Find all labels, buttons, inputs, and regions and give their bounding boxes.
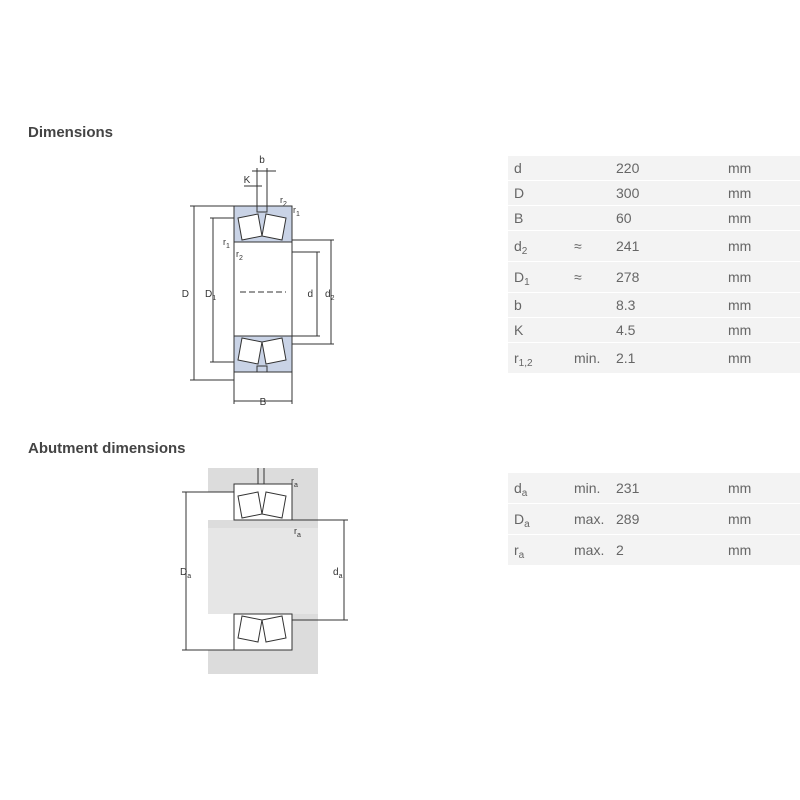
abutment-heading: Abutment dimensions	[28, 440, 186, 457]
unit: mm	[728, 238, 752, 254]
qualifier-cell	[574, 343, 616, 374]
label-ra-top: $r_a$	[291, 476, 298, 489]
qualifier-cell	[574, 318, 616, 343]
table-row	[508, 206, 800, 231]
unit-cell	[728, 535, 800, 566]
value: 278	[616, 269, 640, 285]
value: 2.1	[616, 350, 636, 366]
symbol: d	[514, 160, 522, 176]
table-row	[508, 262, 800, 293]
unit-cell	[728, 504, 800, 535]
qualifier-cell	[574, 231, 616, 262]
abutment-table	[508, 473, 800, 566]
label-r2-left: $r_2$	[236, 249, 243, 262]
label-K: K	[243, 175, 251, 186]
label-D1: $D_1$	[205, 289, 217, 302]
label-B: B	[259, 397, 267, 408]
qualifier-cell	[574, 293, 616, 318]
qualifier-cell	[574, 535, 616, 566]
value-cell	[616, 293, 728, 318]
table-row	[508, 318, 800, 343]
table-row	[508, 156, 800, 181]
value: 60	[616, 210, 632, 226]
unit-cell	[728, 318, 800, 343]
qualifier-cell	[574, 262, 616, 293]
symbol-cell	[508, 535, 574, 566]
unit: mm	[728, 160, 752, 176]
qualifier: max.	[574, 542, 605, 558]
qualifier: max.	[574, 511, 605, 527]
abutment-drawing	[175, 465, 350, 680]
value-cell	[616, 473, 728, 504]
value-cell	[616, 343, 728, 374]
symbol-subscript: 1	[524, 277, 530, 288]
unit: mm	[728, 511, 752, 527]
value-cell	[616, 181, 728, 206]
label-d2: $d_2$	[325, 289, 335, 302]
value-cell	[616, 504, 728, 535]
label-Da: $D_a$	[180, 567, 192, 580]
unit: mm	[728, 542, 752, 558]
symbol-cell	[508, 343, 574, 374]
unit-cell	[728, 343, 800, 374]
symbol-cell	[508, 181, 574, 206]
label-D: D	[181, 289, 189, 300]
value: 300	[616, 185, 640, 201]
unit-cell	[728, 156, 800, 181]
symbol: B	[514, 210, 524, 226]
dimensions-heading: Dimensions	[28, 124, 114, 141]
symbol: r	[514, 542, 519, 558]
symbol-subscript: a	[521, 488, 528, 499]
table-row	[508, 293, 800, 318]
unit-cell	[728, 293, 800, 318]
symbol: D	[514, 511, 525, 527]
unit: mm	[728, 322, 752, 338]
symbol-subscript: a	[518, 550, 525, 561]
unit-cell	[728, 262, 800, 293]
value: 4.5	[616, 322, 636, 338]
value-cell	[616, 318, 728, 343]
label-r1-left: $r_1$	[223, 237, 230, 250]
value-cell	[616, 231, 728, 262]
symbol: D	[514, 269, 525, 285]
symbol: d	[514, 238, 522, 254]
dimensions-table	[508, 156, 800, 374]
symbol-subscript: 1,2	[518, 358, 533, 369]
qualifier-cell	[574, 156, 616, 181]
symbol: D	[514, 185, 525, 201]
label-b: b	[259, 155, 265, 166]
table-row	[508, 343, 800, 374]
table-row	[508, 473, 800, 504]
unit: mm	[728, 185, 752, 201]
unit: mm	[728, 297, 752, 313]
value: 231	[616, 480, 640, 496]
symbol: b	[514, 297, 522, 313]
symbol-cell	[508, 156, 574, 181]
qualifier-cell	[574, 181, 616, 206]
label-ra-mid: $r_a$	[294, 526, 301, 539]
table-row	[508, 535, 800, 566]
table-row	[508, 181, 800, 206]
bearing-dimensions-drawing	[180, 150, 350, 410]
symbol: d	[514, 480, 522, 496]
qualifier: min.	[574, 480, 601, 496]
value-cell	[616, 262, 728, 293]
value-cell	[616, 156, 728, 181]
symbol-subscript: 2	[521, 246, 528, 257]
symbol-cell	[508, 318, 574, 343]
value: 220	[616, 160, 640, 176]
unit-cell	[728, 206, 800, 231]
value-cell	[616, 206, 728, 231]
symbol: K	[514, 322, 524, 338]
label-da: $d_a$	[333, 567, 343, 580]
table-row	[508, 231, 800, 262]
symbol-cell	[508, 293, 574, 318]
unit-cell	[728, 181, 800, 206]
label-d: d	[307, 289, 313, 300]
qualifier: ≈	[574, 238, 582, 254]
unit: mm	[728, 350, 752, 366]
symbol-cell	[508, 262, 574, 293]
qualifier: ≈	[574, 269, 582, 285]
qualifier: min.	[574, 350, 601, 366]
symbol-subscript: a	[524, 519, 530, 530]
symbol: r	[514, 350, 519, 366]
value: 2	[616, 542, 624, 558]
qualifier-cell	[574, 206, 616, 231]
unit: mm	[728, 210, 752, 226]
value: 289	[616, 511, 640, 527]
symbol-cell	[508, 504, 574, 535]
label-r2-top: $r_2$	[280, 195, 287, 208]
label-r1-top: $r_1$	[293, 205, 300, 218]
qualifier-cell	[574, 473, 616, 504]
symbol-cell	[508, 206, 574, 231]
value-cell	[616, 535, 728, 566]
symbol-cell	[508, 473, 574, 504]
unit: mm	[728, 480, 752, 496]
symbol-cell	[508, 231, 574, 262]
unit: mm	[728, 269, 752, 285]
unit-cell	[728, 473, 800, 504]
value: 8.3	[616, 297, 636, 313]
qualifier-cell	[574, 504, 616, 535]
table-row	[508, 504, 800, 535]
unit-cell	[728, 231, 800, 262]
value: 241	[616, 238, 640, 254]
